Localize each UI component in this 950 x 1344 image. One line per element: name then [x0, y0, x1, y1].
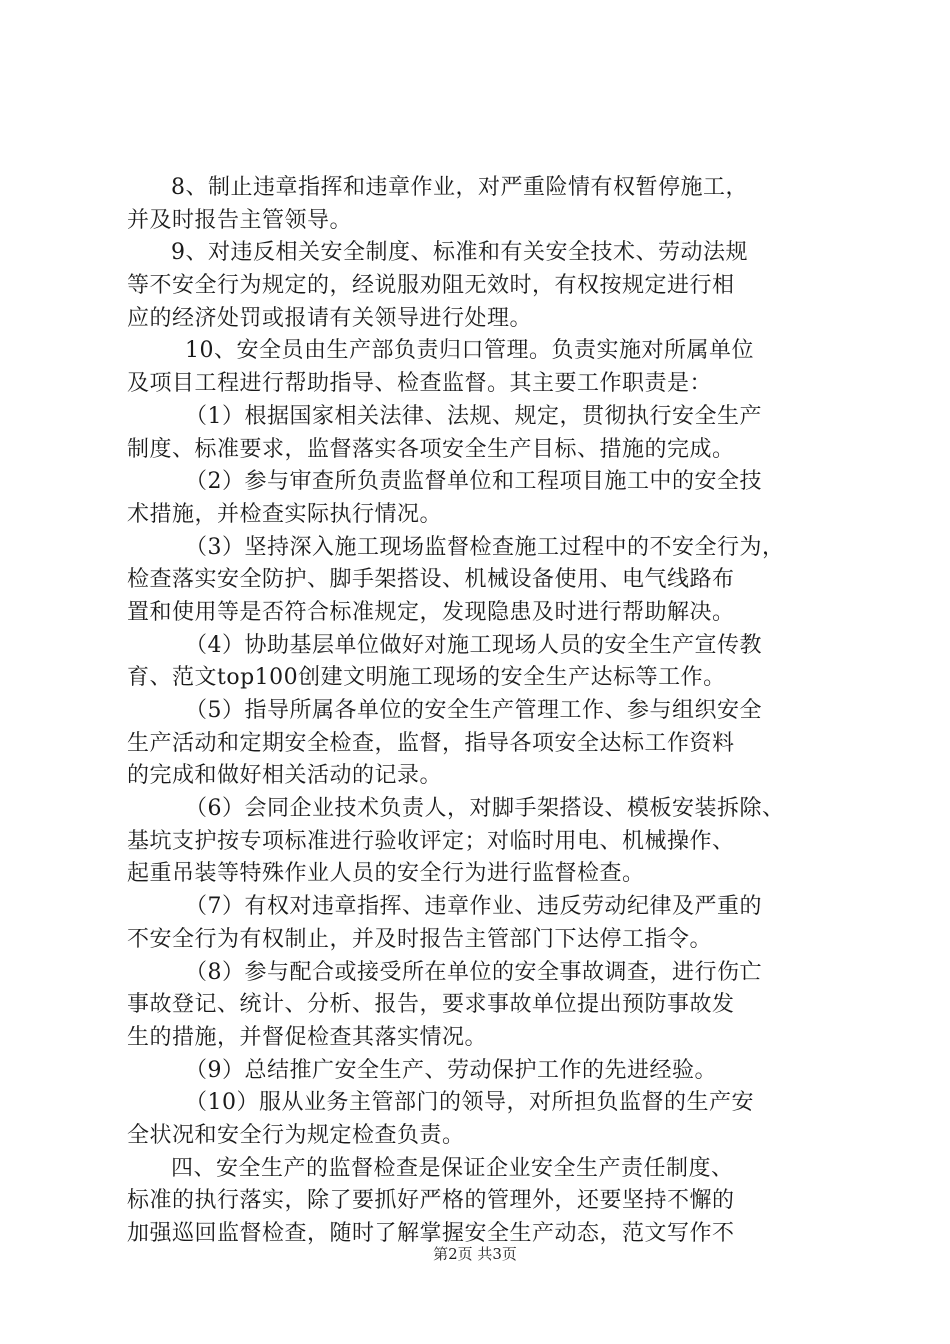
text-line: 置和使用等是否符合标准规定，发现隐患及时进行帮助解决。: [127, 599, 735, 625]
text-line: 并及时报告主管领导。: [127, 207, 353, 233]
page-number-footer: 第2页 共3页: [433, 1245, 517, 1263]
text-line: （4）协助基层单位做好对施工现场人员的安全生产宣传教: [185, 632, 762, 658]
text-line: 及项目工程进行帮助指导、检查监督。其主要工作职责是：: [127, 371, 713, 397]
text-line: 基坑支护按专项标准进行验收评定；对临时用电、机械操作、: [127, 828, 735, 854]
text-line: 的完成和做好相关活动的记录。: [127, 763, 443, 789]
text-line: （1）根据国家相关法律、法规、规定，贯彻执行安全生产: [185, 403, 762, 429]
text-line: （2）参与审查所负责监督单位和工程项目施工中的安全技: [185, 469, 762, 495]
text-line: 9、对违反相关安全制度、标准和有关安全技术、劳动法规: [171, 240, 748, 266]
text-line: 四、安全生产的监督检查是保证企业安全生产责任制度、: [171, 1155, 734, 1181]
text-line: 不安全行为有权制止，并及时报告主管部门下达停工指令。: [127, 926, 713, 952]
text-line: 标准的执行落实，除了要抓好严格的管理外，还要坚持不懈的: [127, 1188, 735, 1214]
text-line: 加强巡回监督检查，随时了解掌握安全生产动态，范文写作不: [127, 1221, 735, 1246]
text-line: 育、范文top100创建文明施工现场的安全生产达标等工作。: [127, 665, 726, 691]
document-body: [127, 172, 835, 1251]
text-line: 生的措施，并督促检查其落实情况。: [127, 1024, 488, 1050]
text-line: 应的经济处罚或报请有关领导进行处理。: [127, 305, 533, 331]
text-line: （9）总结推广安全生产、劳动保护工作的先进经验。: [185, 1057, 717, 1083]
text-line: 全状况和安全行为规定检查负责。: [127, 1122, 465, 1148]
text-line: （5）指导所属各单位的安全生产管理工作、参与组织安全: [185, 698, 762, 723]
text-line: （3）坚持深入施工现场监督检查施工过程中的不安全行为，: [185, 534, 785, 560]
text-line: 8、制止违章指挥和违章作业，对严重险情有权暂停施工，: [171, 175, 748, 200]
text-line: 等不安全行为规定的，经说服劝阻无效时，有权按规定进行相: [127, 273, 735, 299]
text-line: 生产活动和定期安全检查，监督，指导各项安全达标工作资料: [127, 730, 735, 756]
text-line: （8）参与配合或接受所在单位的安全事故调查，进行伤亡: [185, 959, 762, 985]
text-line: （7）有权对违章指挥、违章作业、违反劳动纪律及严重的: [185, 894, 762, 920]
text-line: 起重吊装等特殊作业人员的安全行为进行监督检查。: [127, 861, 645, 887]
text-line: 事故登记、统计、分析、报告，要求事故单位提出预防事故发: [127, 992, 735, 1018]
text-line: 术措施，并检查实际执行情况。: [127, 501, 443, 527]
text-line: 制度、标准要求，监督落实各项安全生产目标、措施的完成。: [127, 436, 735, 462]
text-line: 10、安全员由生产部负责归口管理。负责实施对所属单位: [185, 338, 754, 364]
text-line: （10）服从业务主管部门的领导，对所担负监督的生产安: [185, 1090, 754, 1116]
text-line: （6）会同企业技术负责人，对脚手架搭设、模板安装拆除、: [185, 796, 785, 822]
text-line: 检查落实安全防护、脚手架搭设、机械设备使用、电气线路布: [127, 567, 735, 593]
